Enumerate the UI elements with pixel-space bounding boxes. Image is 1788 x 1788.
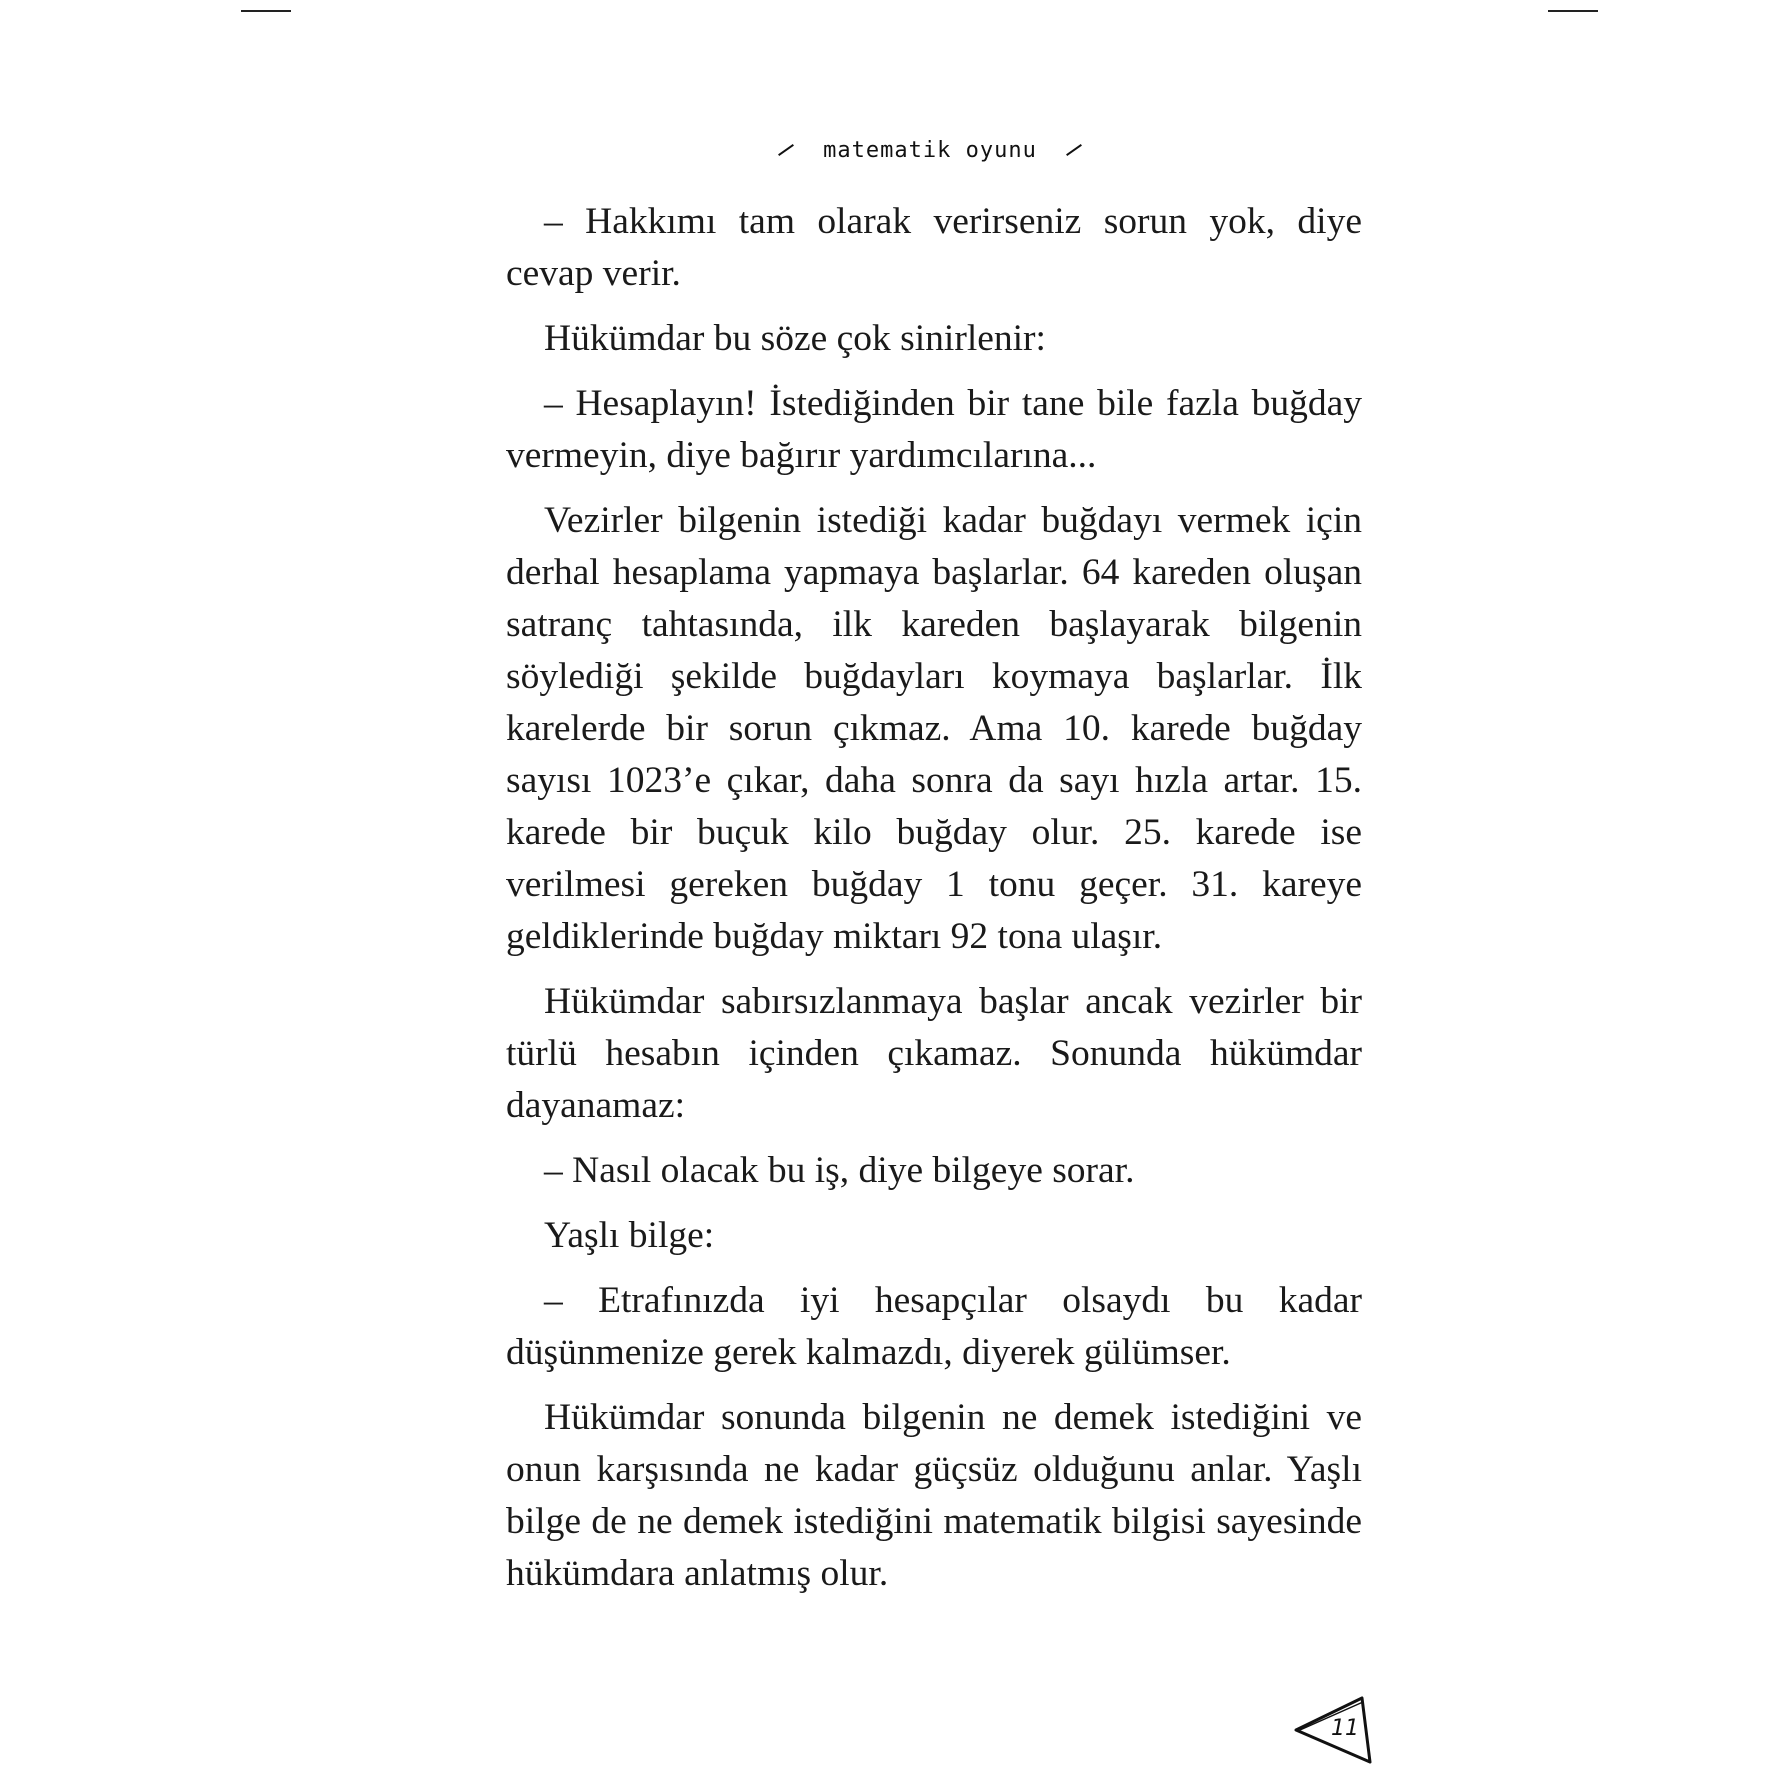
page-number-value: 11: [1331, 1716, 1359, 1741]
paragraph-8: – Etrafınızda iyi hesapçılar olsaydı bu kadar düşünmenize gerek kalmazdı, diyerek gülümser.: [506, 1280, 1362, 1373]
page-number: [1292, 1692, 1372, 1766]
paragraph-6: – Nasıl olacak bu iş, diye bilgeye sorar.: [544, 1150, 1135, 1191]
paragraph-4: Vezirler bilgenin istediği kadar buğdayı vermek için derhal hesaplama yapmaya başlarlar. 64 kareden oluşan satranç tahtasında, ilk kareden başlayarak bilgenin söylediği şekilde buğdayları koymaya başlarlar. İlk karelerde bir sorun çıkmaz. Ama 10. karede buğday sayısı 1023’e çıkar, daha sonra da sayı hızla artar. 15. karede bir buçuk kilo buğday olur. 25. karede ise verilmesi gereken buğday 1 tonu geçer. 31. kareye geldiklerinde buğday miktarı 92 tona ulaşır.: [506, 500, 1362, 957]
slash-icon-left: [778, 144, 794, 156]
paragraph-5: Hükümdar sabırsızlanmaya başlar ancak vezirler bir türlü hesabın içinden çıkamaz. Sonunda hükümdar dayanamaz:: [506, 981, 1362, 1126]
paragraph-1: – Hakkımı tam olarak verirseniz sorun yok, diye cevap verir.: [506, 201, 1362, 294]
crop-mark-right: [1548, 10, 1598, 12]
running-head: [760, 130, 1100, 170]
paragraph-9: Hükümdar sonunda bilgenin ne demek istediğini ve onun karşısında ne kadar güçsüz olduğunu anlar. Yaşlı bilge de ne demek istediğini matematik bilgisi sayesinde hükümdara anlatmış olur.: [506, 1397, 1362, 1594]
crop-mark-left: [241, 10, 291, 12]
paragraph-7: Yaşlı bilge:: [544, 1215, 715, 1256]
paragraph-2: Hükümdar bu söze çok sinirlenir:: [544, 318, 1046, 359]
slash-icon-right: [1066, 144, 1082, 156]
body-text: [506, 196, 1362, 1613]
running-head-title: matematik oyunu: [823, 137, 1037, 163]
paragraph-3: – Hesaplayın! İstediğinden bir tane bile fazla buğday vermeyin, diye bağırır yardımcılarına...: [506, 383, 1362, 476]
